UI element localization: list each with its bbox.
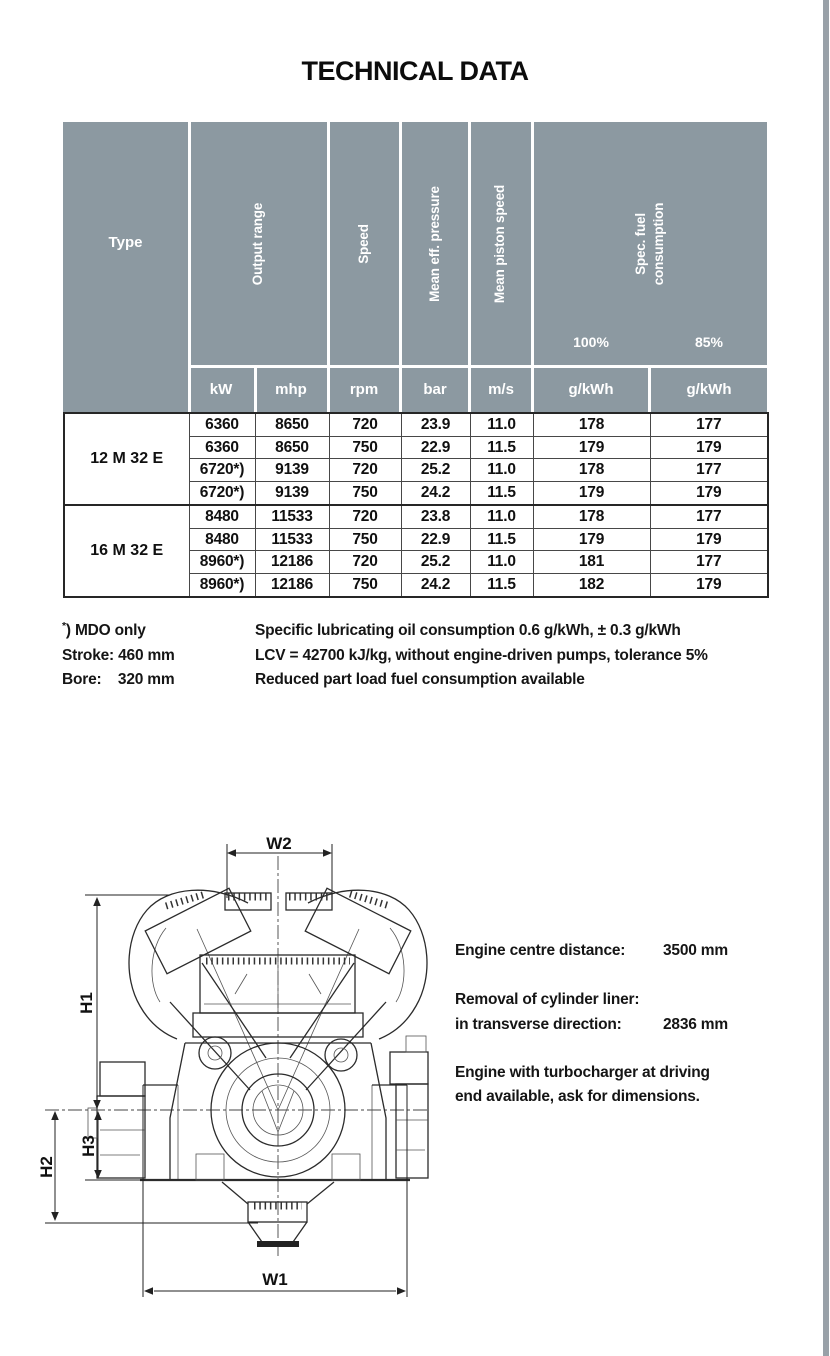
cell-kw: 6360 bbox=[189, 436, 255, 459]
header-separator bbox=[531, 122, 534, 368]
cell-kw: 6720*) bbox=[189, 482, 255, 505]
spec-fuel-line1: Spec. fuel bbox=[633, 213, 648, 275]
cell-g100: 178 bbox=[533, 413, 650, 436]
units-separator bbox=[648, 368, 651, 412]
note-lcv: LCV = 42700 kJ/kg, without engine-driven pumps, tolerance 5% bbox=[255, 647, 708, 664]
unit-mhp: mhp bbox=[275, 381, 307, 398]
engine-type-cell: 16 M 32 E bbox=[64, 505, 189, 597]
col-header-mean-eff-pressure: Mean eff. pressure bbox=[427, 186, 442, 302]
engine-centre-distance bbox=[455, 942, 728, 960]
cell-mhp: 9139 bbox=[255, 459, 329, 482]
cell-rpm: 750 bbox=[329, 482, 401, 505]
cell-g100: 179 bbox=[533, 436, 650, 459]
cell-bar: 24.2 bbox=[401, 482, 470, 505]
col-header-spec-fuel-consumption bbox=[632, 144, 668, 344]
footnote-mdo-text: ) MDO only bbox=[65, 622, 146, 639]
cell-rpm: 750 bbox=[329, 574, 401, 597]
cell-ms: 11.0 bbox=[470, 413, 533, 436]
cell-kw: 6360 bbox=[189, 413, 255, 436]
cell-bar: 23.9 bbox=[401, 413, 470, 436]
cell-ms: 11.5 bbox=[470, 528, 533, 551]
col-header-type: Type bbox=[108, 234, 143, 251]
note-bore: Bore: 320 mm bbox=[62, 671, 175, 688]
technical-data-table bbox=[63, 122, 767, 598]
note-part-load: Reduced part load fuel consumption available bbox=[255, 671, 585, 688]
col-header-output-range: Output range bbox=[250, 202, 265, 286]
table-row bbox=[64, 505, 768, 528]
cell-g85: 177 bbox=[650, 551, 768, 574]
cell-ms: 11.0 bbox=[470, 551, 533, 574]
dim-w1-label: W1 bbox=[262, 1270, 288, 1289]
cell-mhp: 8650 bbox=[255, 436, 329, 459]
note-stroke: Stroke: 460 mm bbox=[62, 647, 175, 664]
cell-kw: 8960*) bbox=[189, 574, 255, 597]
dim-h2-label: H2 bbox=[37, 1156, 56, 1178]
turbocharger-note-line1: Engine with turbocharger at driving bbox=[455, 1064, 710, 1081]
cell-mhp: 12186 bbox=[255, 551, 329, 574]
cell-mhp: 11533 bbox=[255, 528, 329, 551]
cell-ms: 11.5 bbox=[470, 574, 533, 597]
engine-front-view-drawing bbox=[28, 818, 448, 1320]
cell-rpm: 750 bbox=[329, 436, 401, 459]
cell-g100: 179 bbox=[533, 482, 650, 505]
engine-centre-distance-label: Engine centre distance: bbox=[455, 942, 626, 959]
cell-g85: 179 bbox=[650, 436, 768, 459]
cylinder-liner-removal-line1: Removal of cylinder liner: bbox=[455, 991, 640, 1008]
unit-ms: m/s bbox=[488, 381, 514, 398]
footnote-mdo bbox=[62, 619, 146, 640]
transverse-direction-label: in transverse direction: bbox=[455, 1016, 622, 1033]
unit-rpm: rpm bbox=[349, 381, 379, 398]
header-separator bbox=[468, 122, 471, 368]
cell-rpm: 720 bbox=[329, 459, 401, 482]
cell-rpm: 720 bbox=[329, 505, 401, 528]
dimension-lines bbox=[45, 844, 407, 1297]
cell-kw: 8960*) bbox=[189, 551, 255, 574]
dim-h3-label: H3 bbox=[79, 1135, 98, 1157]
cell-mhp: 9139 bbox=[255, 482, 329, 505]
dim-w2-label: W2 bbox=[266, 834, 292, 853]
dim-h1-label: H1 bbox=[77, 992, 96, 1014]
cell-kw: 8480 bbox=[189, 505, 255, 528]
cell-rpm: 750 bbox=[329, 528, 401, 551]
cell-ms: 11.0 bbox=[470, 505, 533, 528]
spec-fuel-line2: consumption bbox=[651, 202, 666, 286]
cylinder-liner-removal-line2 bbox=[455, 1016, 728, 1034]
cell-kw: 8480 bbox=[189, 528, 255, 551]
cell-ms: 11.0 bbox=[470, 459, 533, 482]
cell-g100: 182 bbox=[533, 574, 650, 597]
cell-g85: 179 bbox=[650, 482, 768, 505]
cell-g85: 177 bbox=[650, 459, 768, 482]
unit-bar: bar bbox=[423, 381, 447, 398]
cell-mhp: 12186 bbox=[255, 574, 329, 597]
cell-ms: 11.5 bbox=[470, 482, 533, 505]
cell-mhp: 11533 bbox=[255, 505, 329, 528]
cell-kw: 6720*) bbox=[189, 459, 255, 482]
centerlines bbox=[45, 856, 428, 1256]
cell-bar: 25.2 bbox=[401, 459, 470, 482]
engine-outline bbox=[88, 888, 428, 1247]
page-title: TECHNICAL DATA bbox=[301, 56, 529, 86]
cell-bar: 24.2 bbox=[401, 574, 470, 597]
transverse-direction-value: 2836 mm bbox=[663, 1016, 728, 1033]
table-row bbox=[64, 413, 768, 436]
cell-rpm: 720 bbox=[329, 551, 401, 574]
col-header-mean-piston-speed: Mean piston speed bbox=[492, 184, 507, 304]
cell-g85: 179 bbox=[650, 528, 768, 551]
col-header-load-85: 85% bbox=[694, 334, 724, 350]
cell-g85: 179 bbox=[650, 574, 768, 597]
header-separator bbox=[327, 122, 330, 368]
unit-gkwh-85: g/kWh bbox=[686, 381, 732, 398]
turbocharger-note-line2: end available, ask for dimensions. bbox=[455, 1088, 700, 1105]
cell-g100: 178 bbox=[533, 459, 650, 482]
cell-ms: 11.5 bbox=[470, 436, 533, 459]
cell-bar: 22.9 bbox=[401, 528, 470, 551]
engine-type-cell: 12 M 32 E bbox=[64, 413, 189, 505]
header-separator bbox=[399, 122, 402, 368]
cell-g85: 177 bbox=[650, 505, 768, 528]
cell-g100: 179 bbox=[533, 528, 650, 551]
note-lube-oil: Specific lubricating oil consumption 0.6 g/kWh, ± 0.3 g/kWh bbox=[255, 622, 681, 639]
table-header bbox=[63, 122, 767, 412]
cell-g100: 181 bbox=[533, 551, 650, 574]
cell-bar: 25.2 bbox=[401, 551, 470, 574]
cell-mhp: 8650 bbox=[255, 413, 329, 436]
cell-bar: 23.8 bbox=[401, 505, 470, 528]
cell-bar: 22.9 bbox=[401, 436, 470, 459]
col-header-speed: Speed bbox=[356, 224, 371, 264]
engine-centre-distance-value: 3500 mm bbox=[663, 942, 728, 959]
unit-kw: kW bbox=[209, 381, 233, 398]
cell-rpm: 720 bbox=[329, 413, 401, 436]
table-body bbox=[63, 412, 769, 598]
cell-g100: 178 bbox=[533, 505, 650, 528]
footnote-asterisk: * bbox=[62, 619, 66, 632]
unit-gkwh-100: g/kWh bbox=[568, 381, 614, 398]
page-edge-strip bbox=[823, 0, 829, 1356]
col-header-load-100: 100% bbox=[573, 334, 609, 350]
cell-g85: 177 bbox=[650, 413, 768, 436]
